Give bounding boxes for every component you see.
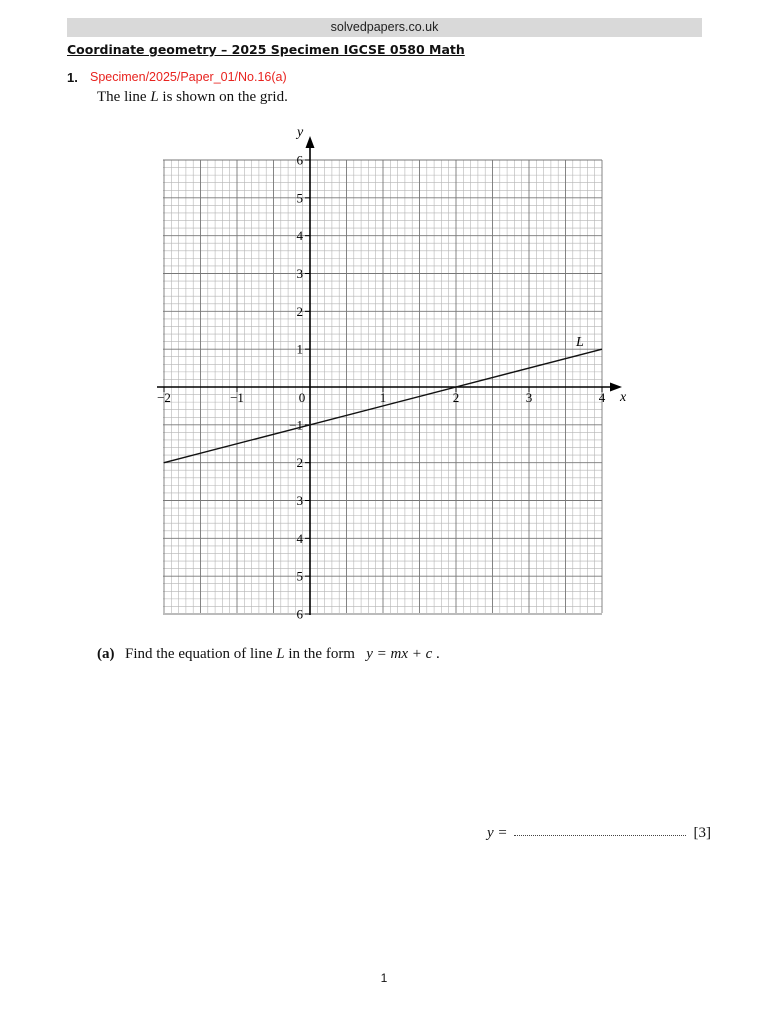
answer-line (487, 825, 711, 842)
site-name: solvedpapers.co.uk (330, 20, 439, 34)
y-tick-label: −1 (289, 417, 303, 433)
x-tick-label: −1 (230, 390, 244, 405)
x-tick-label: 4 (598, 390, 606, 405)
y-tick-label: 3 (296, 493, 303, 508)
part-a-text-mid: in the form (284, 646, 367, 662)
marks: [3] (693, 825, 712, 841)
x-axis-label: x (620, 390, 627, 405)
part-a-question (125, 646, 440, 663)
part-a-line-name: L (276, 646, 285, 662)
line-l-label: L (576, 335, 584, 351)
answer-field[interactable] (514, 835, 686, 836)
question-number: 1. (67, 70, 78, 85)
intro-text-start: The line (97, 89, 151, 105)
question-intro (97, 89, 288, 106)
y-tick-label: 5 (296, 568, 303, 584)
y-tick-label: 2 (296, 455, 303, 471)
y-tick-label: 3 (296, 266, 303, 281)
intro-text-end: is shown on the grid. (158, 89, 288, 105)
site-header-bar (67, 18, 702, 37)
answer-prefix: y = (487, 825, 508, 841)
y-tick-label: 5 (296, 190, 303, 206)
part-a-equation-form: y = mx + c (366, 646, 433, 662)
y-axis-arrow (306, 136, 315, 148)
page-number: 1 (380, 971, 388, 985)
x-tick-label: 3 (525, 390, 533, 405)
y-tick-label: 4 (296, 530, 303, 546)
intro-line-name: L (150, 89, 159, 105)
x-tick-label: −2 (157, 390, 171, 405)
y-tick-label: 2 (296, 303, 303, 319)
y-tick-label: 1 (296, 341, 303, 357)
y-tick-label: 4 (296, 228, 303, 244)
y-axis-label: y (297, 125, 304, 140)
y-tick-label: 6 (296, 606, 303, 622)
x-tick-label: 0 (298, 390, 306, 405)
part-a-label: (a) (97, 646, 115, 662)
question-reference: Specimen/2025/Paper_01/No.16(a) (90, 70, 287, 84)
part-a-text-start: Find the equation of line (125, 646, 277, 662)
y-tick-label: 6 (296, 152, 303, 168)
coordinate-grid-graph (145, 118, 635, 623)
document-title: Coordinate geometry – 2025 Specimen IGCSE 0580 Math (67, 42, 465, 57)
x-tick-label: 2 (452, 390, 460, 405)
part-a-text-end: . (432, 646, 440, 662)
x-tick-label: 1 (379, 390, 387, 405)
